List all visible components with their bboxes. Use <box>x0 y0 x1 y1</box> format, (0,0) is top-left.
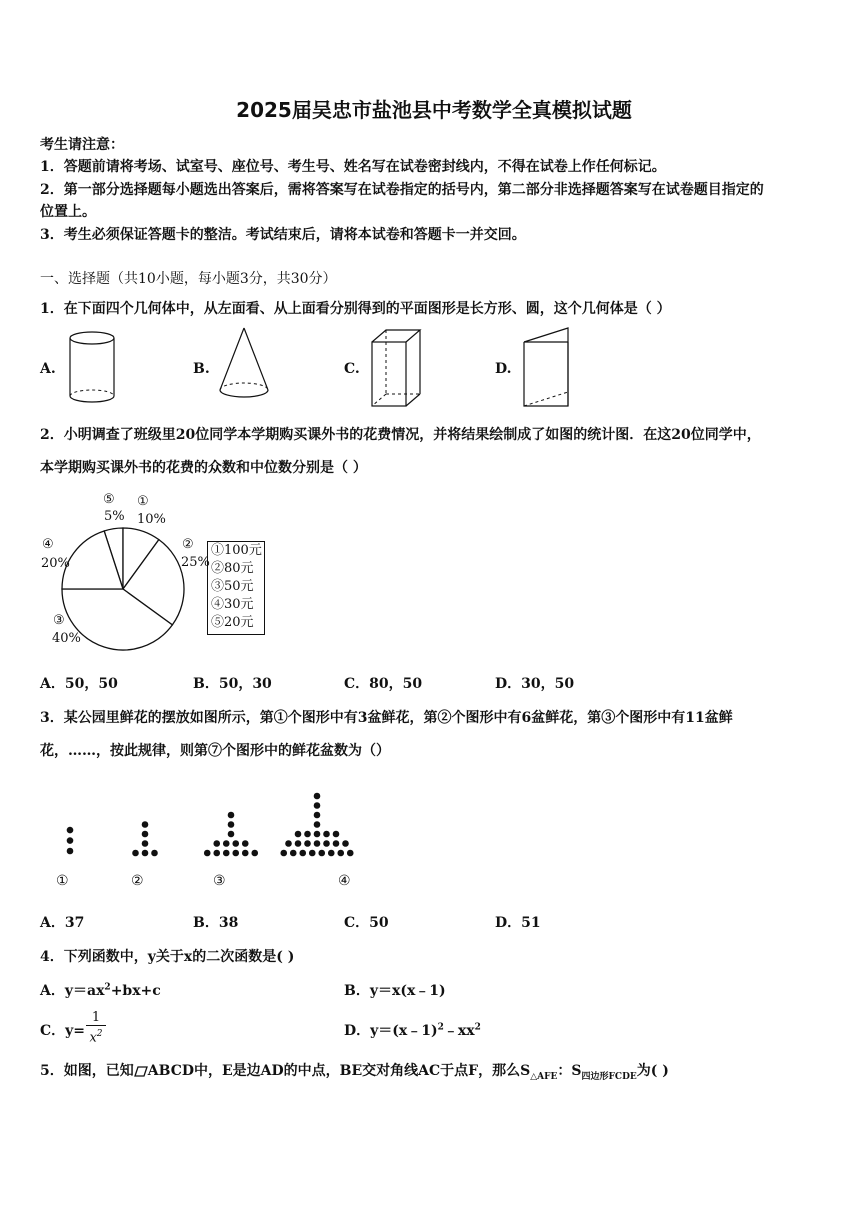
flower-dot <box>299 850 306 857</box>
flower-dot <box>304 840 311 847</box>
pie-label-5-num: ⑤ <box>103 492 115 507</box>
q1-stem: 1．在下面四个几何体中，从左面看、从上面看分别得到的平面图形是长方形、圆，这个几何体是（ ） <box>40 301 671 317</box>
flower-dot <box>151 850 158 857</box>
flower-dot <box>333 831 340 838</box>
flower-dot-patterns <box>0 770 400 870</box>
flower-dot <box>251 850 258 857</box>
flower-dot <box>232 850 239 857</box>
q2-opt-b: B．50，30 <box>193 676 272 692</box>
flower-dot <box>142 831 149 838</box>
q3-stem-1: 3．某公园里鲜花的摆放如图所示，第①个图形中有3盆鲜花，第②个图形中有6盆鲜花，第③个图形中有11盆鲜 <box>40 710 733 726</box>
flower-dot <box>132 850 139 857</box>
flower-dot <box>228 831 235 838</box>
pie-label-3-num: ③ <box>53 613 65 628</box>
flower-dot <box>323 831 330 838</box>
note-2b: 位置上。 <box>40 204 96 220</box>
q2-stem-1: 2．小明调查了班级里20位同学本学期购买课外书的花费情况，并将结果绘制成了如图的统计图．在这20位同学中， <box>40 427 761 443</box>
cylinder-figure <box>64 330 120 410</box>
pie-label-3-pct: 40% <box>52 631 81 646</box>
flower-dot <box>142 850 149 857</box>
flower-dot <box>323 840 330 847</box>
q4-opt-b: B．y＝x(x﹣1) <box>344 983 446 999</box>
q2-opt-a: A．50，50 <box>40 676 118 692</box>
flower-dot <box>314 831 321 838</box>
legend-item: ④30元 <box>211 597 254 612</box>
q2-stem-2: 本学期购买课外书的花费的众数和中位数分别是（ ） <box>40 460 367 476</box>
legend-item: ②80元 <box>211 561 254 576</box>
pie-label-1-pct: 10% <box>137 512 166 527</box>
flower-dot <box>223 850 230 857</box>
legend-item: ①100元 <box>211 543 262 558</box>
flower-dot <box>314 821 321 828</box>
flower-dot <box>314 793 321 800</box>
q5-stem: 5．如图，已知 ABCD中，E是边AD的中点，BE交对角线AC于点F，那么$S_{\triangle AFE}$：$S_{四边形FCDE}$为( ) <box>40 1063 669 1082</box>
flower-dot <box>280 850 287 857</box>
q4-opt-a: A．$y=ax^2+bx+c$ <box>40 982 161 999</box>
pie-label-4-pct: 20% <box>41 556 70 571</box>
parallelogram-icon <box>134 1066 148 1077</box>
pie-legend <box>207 541 265 635</box>
q3-opt-a: A．37 <box>40 915 85 931</box>
flower-dot <box>204 850 211 857</box>
flower-dot <box>242 850 249 857</box>
flower-dot <box>213 850 220 857</box>
flower-dot <box>295 840 302 847</box>
rectangular-prism-figure <box>370 328 424 410</box>
q4-opt-c-fraction: 1 $x^2$ <box>86 1010 106 1046</box>
q3-fig-label-4: ④ <box>338 873 351 889</box>
page-title: 2025届吴忠市盐池县中考数学全真模拟试题 <box>236 98 632 122</box>
flower-dot <box>314 812 321 819</box>
flower-dot <box>67 827 74 834</box>
legend-item: ③50元 <box>211 579 254 594</box>
q3-fig-label-1: ① <box>56 873 69 889</box>
flower-dot <box>142 840 149 847</box>
note-2a: 2．第一部分选择题每小题选出答案后，需将答案写在试卷指定的括号内，第二部分非选择题答案写在试卷题目指定的 <box>40 182 764 198</box>
note-3: 3．考生必须保证答题卡的整洁。考试结束后，请将本试卷和答题卡一并交回。 <box>40 227 526 243</box>
q1-opt-c: C. <box>344 361 360 377</box>
pie-label-2-pct: 25% <box>181 555 210 570</box>
flower-dot <box>337 850 344 857</box>
q4-stem: 4．下列函数中，y关于x的二次函数是( ) <box>40 949 295 965</box>
flower-dot <box>232 840 239 847</box>
q2-opt-d: D．30，50 <box>495 676 575 692</box>
legend-item: ⑤20元 <box>211 615 254 630</box>
notes-heading: 考生请注意： <box>40 137 124 153</box>
flower-dot <box>285 840 292 847</box>
q1-opt-a: A. <box>40 361 56 377</box>
q1-opt-d: D. <box>495 361 512 377</box>
flower-dot <box>290 850 297 857</box>
q3-opt-c: C．50 <box>344 915 389 931</box>
q3-stem-2: 花，……，按此规律，则第⑦个图形中的鲜花盆数为（） <box>40 743 390 759</box>
q4-opt-d: D．$y=(x﹣1)^2﹣xx^2$ <box>344 1022 481 1039</box>
flower-dot <box>304 831 311 838</box>
q4-opt-c: C．y= <box>40 1023 86 1039</box>
note-1: 1．答题前请将考场、试室号、座位号、考生号、姓名写在试卷密封线内，不得在试卷上作任何标记。 <box>40 159 666 175</box>
pie-label-5-pct: 5% <box>104 509 125 524</box>
flower-dot <box>328 850 335 857</box>
flower-dot <box>67 848 74 855</box>
pie-label-2-num: ② <box>182 537 194 552</box>
triangular-prism-figure <box>522 326 572 410</box>
flower-dot <box>228 821 235 828</box>
q1-opt-b: B. <box>193 361 210 377</box>
flower-dot <box>342 840 349 847</box>
q3-opt-d: D．51 <box>495 915 541 931</box>
flower-dot <box>333 840 340 847</box>
pie-label-1-num: ① <box>137 494 149 509</box>
q2-opt-c: C．80，50 <box>344 676 423 692</box>
q3-fig-label-2: ② <box>131 873 144 889</box>
pie-label-4-num: ④ <box>42 537 54 552</box>
flower-dot <box>67 837 74 844</box>
flower-dot <box>314 840 321 847</box>
flower-dot <box>314 802 321 809</box>
q3-fig-label-3: ③ <box>213 873 226 889</box>
flower-dot <box>213 840 220 847</box>
section-heading: 一、选择题（共10小题，每小题3分，共30分） <box>40 271 337 287</box>
flower-dot <box>228 812 235 819</box>
flower-dot <box>242 840 249 847</box>
flower-dot <box>347 850 354 857</box>
q3-opt-b: B．38 <box>193 915 239 931</box>
cone-figure <box>214 326 274 410</box>
flower-dot <box>309 850 316 857</box>
flower-dot <box>318 850 325 857</box>
flower-dot <box>295 831 302 838</box>
flower-dot <box>223 840 230 847</box>
flower-dot <box>142 821 149 828</box>
